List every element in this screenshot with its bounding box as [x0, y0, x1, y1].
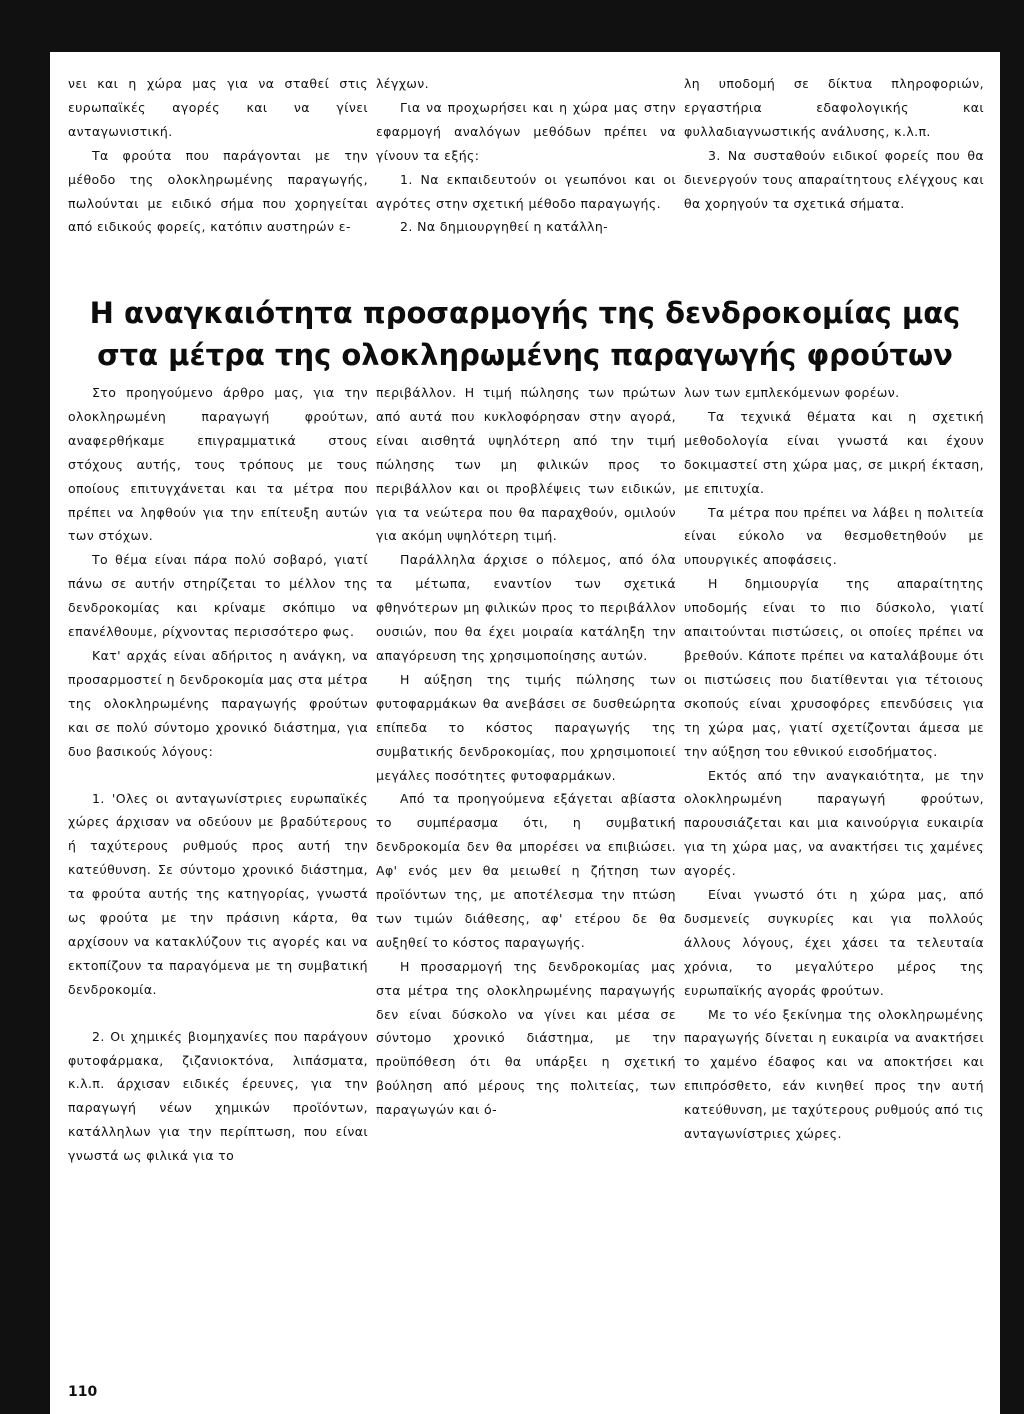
article-headline — [50, 292, 1000, 376]
main-column-1 — [68, 381, 368, 1168]
top-column-2 — [376, 72, 676, 239]
scan-border-right — [1000, 0, 1024, 1414]
paragraph: Παράλληλα άρχισε ο πόλεμος, από όλα τα μέτωπα, εναντίον των σχετικά φθηνότερων μη φιλικών προς το περιβάλλον ουσιών, που θα έχει μοιραία κατάληξη την απαγόρευση της χρησιμοποίησης αυτών. — [376, 552, 676, 663]
paragraph: 2. Να δημιουργηθεί η κατάλλη- — [400, 219, 609, 235]
headline-line-2: στα μέτρα της ολοκληρωμένης παραγωγής φρούτων — [97, 338, 953, 372]
paragraph: Από τα προηγούμενα εξάγεται αβίαστα το συμπέρασμα ότι, η συμβατική δενδροκομία δεν θα μπορέσει να επιβιώσει. Αφ' ενός μεν θα μειωθεί η ζήτηση των προϊόντων της, με αποτέλεσμα την πτώση των τιμών διάθεσης, αφ' ετέρου δε θα αυξηθεί το κόστος παραγωγής. — [376, 791, 676, 950]
paragraph: 1. Να εκπαιδευτούν οι γεωπόνοι και οι αγρότες στην σχετική μέθοδο παραγωγής. — [376, 171, 676, 211]
paragraph: Στο προηγούμενο άρθρο μας, για την ολοκληρωμένη παραγωγή φρούτων, αναφερθήκαμε επιγραμματικά στους στόχους αυτής, τους τρόπους με τους οποίους επιτυγχάνεται και τα μέτρα που πρέπει να ληφθούν για την επίτευξη αυτών των στόχων. — [68, 385, 368, 544]
paragraph: Τα μέτρα που πρέπει να λάβει η πολιτεία είναι εύκολο να θεσμοθετηθούν με υπουργικές αποφάσεις. — [684, 504, 984, 568]
paragraph: Εκτός από την αναγκαιότητα, με την ολοκληρωμένη παραγωγή φρούτων, παρουσιάζεται και μια καινούργια ευκαιρία για τη χώρα μας, να ανακτήσει τις χαμένες αγορές. — [684, 767, 984, 879]
main-column-3 — [684, 381, 984, 1146]
paragraph: Η δημιουργία της απαραίτητης υποδομής είναι το πιο δύσκολο, γιατί απαιτούνται πιστώσεις, οι οποίες πρέπει να βρεθούν. Κάποτε πρέπει να καταλάβουμε ότι οι πιστώσεις που διατίθενται για τέτοιους σκοπούς είναι χρυσοφόρες επενδύσεις για τη χώρα μας, γιατί σχετίζονται άμεσα με την αύξηση του εθνικού εισοδήματος. — [684, 576, 984, 759]
scan-border-left — [0, 0, 50, 1414]
main-column-2 — [376, 381, 676, 1122]
paragraph: λη υποδομή σε δίκτυα πληροφοριών, εργαστήρια εδαφολογικής και φυλλαδιαγνωστικής ανάλυσης, κ.λ.π. — [684, 76, 984, 139]
top-column-1 — [68, 72, 368, 239]
paragraph: Με το νέο ξεκίνημα της ολοκληρωμένης παραγωγής δίνεται η ευκαιρία να ανακτήσει το χαμένο έδαφος και να αποκτήσει και επιπρόσθετο, εάν κινηθεί προς την αυτή κατεύθυνση, με ταχύτερους ρυθμούς από τις ανταγωνίστριες χώρες. — [684, 1006, 984, 1142]
paragraph: Η προσαρμογή της δενδροκομίας μας στα μέτρα της ολοκληρωμένης παραγωγής δεν είναι δύσκολο να γίνει και μέσα σε σύντομο χρονικό διάστημα, με την προϋπόθεση ότι θα υπάρξει η σχετική βούληση από μέρους της πολιτείας, των παραγωγών και ό- — [376, 958, 676, 1118]
paragraph: Κατ' αρχάς είναι αδήριτος η ανάγκη, να προσαρμοστεί η δενδροκομία μας στα μέτρα της ολοκληρωμένης παραγωγής φρούτων και σε πολύ σύντομο χρονικό διάστημα, για δυο βασικούς λόγους: — [68, 647, 368, 759]
paragraph: Το θέμα είναι πάρα πολύ σοβαρό, γιατί πάνω σε αυτήν στηρίζεται το μέλλον της δενδροκομίας και κρίναμε σκόπιμο να επανέλθουμε, ρίχνοντας περισσότερο φως. — [68, 552, 368, 640]
paragraph: νει και η χώρα μας για να σταθεί στις ευρωπαϊκές αγορές και να γίνει ανταγωνιστική. — [68, 76, 368, 139]
paragraph: 2. Οι χημικές βιομηχανίες που παράγουν φυτοφάρμακα, ζιζανιοκτόνα, λιπάσματα, κ.λ.π. άρχισαν ειδικές έρευνες, για την παραγωγή νέων χημικών προϊόντων, κατάλληλων για την περίπτωση, που είναι γνωστά ως φιλικά για το — [68, 1028, 368, 1164]
page-number: 110 — [68, 1384, 98, 1400]
paragraph: περιβάλλον. Η τιμή πώλησης των πρώτων από αυτά που κυκλοφόρησαν στην αγορά, είναι αισθητά υψηλότερη από την τιμή πώλησης των μη φιλικών προς το περιβάλλον και οι προβλέψεις των ειδικών, για τα νεώτερα που θα παραχθούν, ομιλούν για ακόμη υψηλότερη τιμή. — [376, 385, 676, 544]
paragraph: Είναι γνωστό ότι η χώρα μας, από δυσμενείς συγκυρίες και για πολλούς άλλους λόγους, έχει χάσει τα τελευταία χρόνια, το μεγαλύτερο μέρος της ευρωπαϊκής αγοράς φρούτων. — [684, 887, 984, 998]
paragraph: Η αύξηση της τιμής πώλησης των φυτοφαρμάκων θα ανεβάσει σε δυσθεώρητα επίπεδα το κόστος παραγωγής της συμβατικής δενδροκομίας, που χρησιμοποιεί μεγάλες ποσότητες φυτοφαρμάκων. — [376, 671, 676, 783]
paragraph: Για να προχωρήσει και η χώρα μας στην εφαρμογή αναλόγων μεθόδων πρέπει να γίνουν τα εξής: — [376, 99, 676, 163]
top-column-3 — [684, 72, 984, 215]
scan-border-top — [0, 0, 1024, 52]
paragraph: Τα τεχνικά θέματα και η σχετική μεθοδολογία είναι γνωστά και έχουν δοκιμαστεί στη χώρα μας, σε μικρή έκταση, με επιτυχία. — [684, 408, 984, 496]
paragraph: 1. 'Ολες οι ανταγωνίστριες ευρωπαϊκές χώρες άρχισαν να οδεύουν με βραδύτερους ή ταχύτερους ρυθμούς προς αυτή την κατεύθυνση. Σε σύντομο χρονικό διάστημα, τα φρούτα αυτής της κατηγορίας, γνωστά ως φρούτα με την πράσινη κάρτα, θα αρχίσουν να κατακλύζουν τις αγορές και να εκτοπίζουν τα παραγόμενα με τη συμβατική δενδροκομία. — [68, 790, 368, 997]
paragraph: 3. Να συσταθούν ειδικοί φορείς που θα διενεργούν τους απαραίτητους ελέγχους και θα χορηγούν τα σχετικά σήματα. — [684, 147, 984, 211]
paragraph: λέγχων. — [376, 76, 429, 91]
headline-line-1: Η αναγκαιότητα προσαρμογής της δενδροκομίας μας — [89, 296, 961, 330]
paragraph: Τα φρούτα που παράγονται με την μέθοδο της ολοκληρωμένης παραγωγής, πωλούνται με ειδικό σήμα που χορηγείται από ειδικούς φορείς, κατόπιν αυστηρών ε- — [68, 147, 368, 235]
paragraph: λων των εμπλεκόμενων φορέων. — [684, 385, 900, 400]
